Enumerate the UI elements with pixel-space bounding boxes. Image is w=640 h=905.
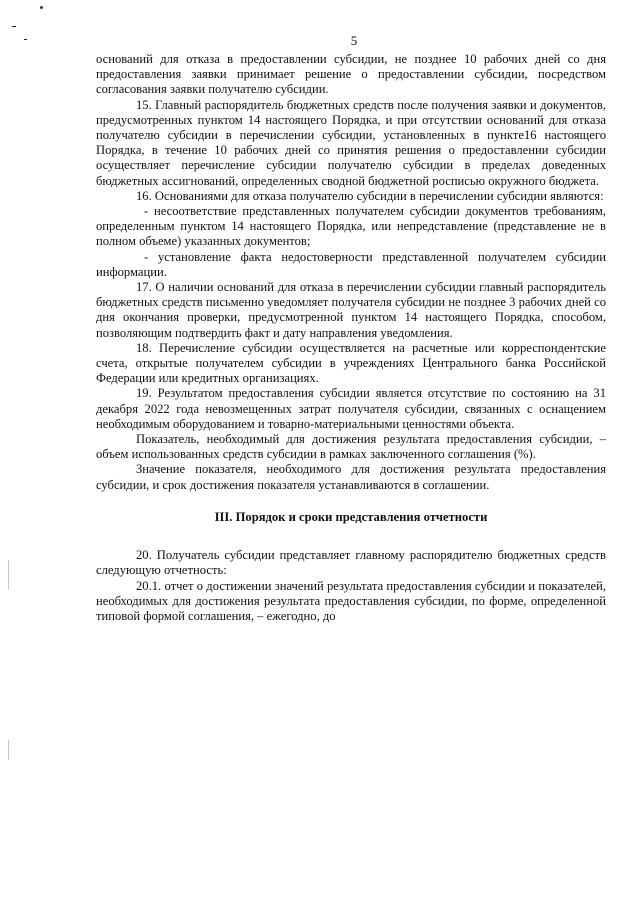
scan-edge-line bbox=[8, 740, 9, 760]
paragraph: 20.1. отчет о достижении значений результата предоставления субсидии и показателей, необходимых для достижения результата предоставления субсидии, по форме, определенной типовой формой соглашения, – ежегодно, до bbox=[96, 578, 606, 623]
paragraph: 17. О наличии оснований для отказа в перечислении субсидии главный распорядитель бюджетных средств письменно уведомляет получателя субсидии не позднее 3 рабочих дней со дня окончания проверки, предусмотренной пунктом 14 настоящего Порядка, способом, позволяющим подтвердить факт и дату направления уведомления. bbox=[96, 280, 606, 340]
page-number: 5 bbox=[350, 33, 358, 48]
scan-speck bbox=[40, 6, 43, 9]
document-body bbox=[96, 52, 606, 624]
list-item: - установление факта недостоверности представленной получателем субсидии информации. bbox=[96, 249, 606, 279]
scan-mark bbox=[24, 39, 27, 40]
scan-edge-line bbox=[8, 560, 9, 590]
paragraph: оснований для отказа в предоставлении субсидии, не позднее 10 рабочих дней со дня предоставления заявки принимает решение о предоставлении субсидии, посредством согласования заявки получателю субсидии. bbox=[96, 52, 606, 97]
paragraph: 15. Главный распорядитель бюджетных средств после получения заявки и документов, предусмотренных пунктом 14 настоящего Порядка, и при отсутствии оснований для отказа получателю субсидии в перечислении субсидии, установленных в пункте16 настоящего Порядка, в течение 10 рабочих дней со принятия решения о предоставлении субсидии осуществляет перечисление субсидии получателю субсидии в пределах доведенных бюджетных ассигнований, определенных сводной бюджетной росписью окружного бюджета. bbox=[96, 97, 606, 188]
list-item: - несоответствие представленных получателем субсидии документов требованиям, определенным пунктом 14 настоящего Порядка, или непредставление (представление не в полном объеме) указанных документов; bbox=[96, 204, 606, 249]
paragraph: 19. Результатом предоставления субсидии является отсутствие по состоянию на 31 декабря 2022 года невозмещенных затрат получателя субсидии, связанных с оснащением необходимым оборудованием и товарно-материальными ценностями объекта. bbox=[96, 386, 606, 431]
paragraph: 18. Перечисление субсидии осуществляется на расчетные или корреспондентские счета, открытые получателем субсидии в учреждениях Центрального банка Российской Федерации или кредитных организациях. bbox=[96, 340, 606, 386]
section-heading: III. Порядок и сроки представления отчетности bbox=[214, 509, 488, 524]
paragraph: Значение показателя, необходимого для достижения результата предоставления субсидии, и срок достижения показателя устанавливаются в соглашении. bbox=[96, 462, 606, 492]
paragraph: 20. Получатель субсидии представляет главному распорядителю бюджетных средств следующую отчетность: bbox=[96, 548, 606, 578]
paragraph: Показатель, необходимый для достижения результата предоставления субсидии, – объем использованных средств субсидии в рамках заключенного соглашения (%). bbox=[96, 432, 606, 462]
scan-mark bbox=[12, 26, 16, 27]
paragraph: 16. Основаниями для отказа получателю субсидии в перечислении субсидии являются: bbox=[136, 188, 604, 203]
